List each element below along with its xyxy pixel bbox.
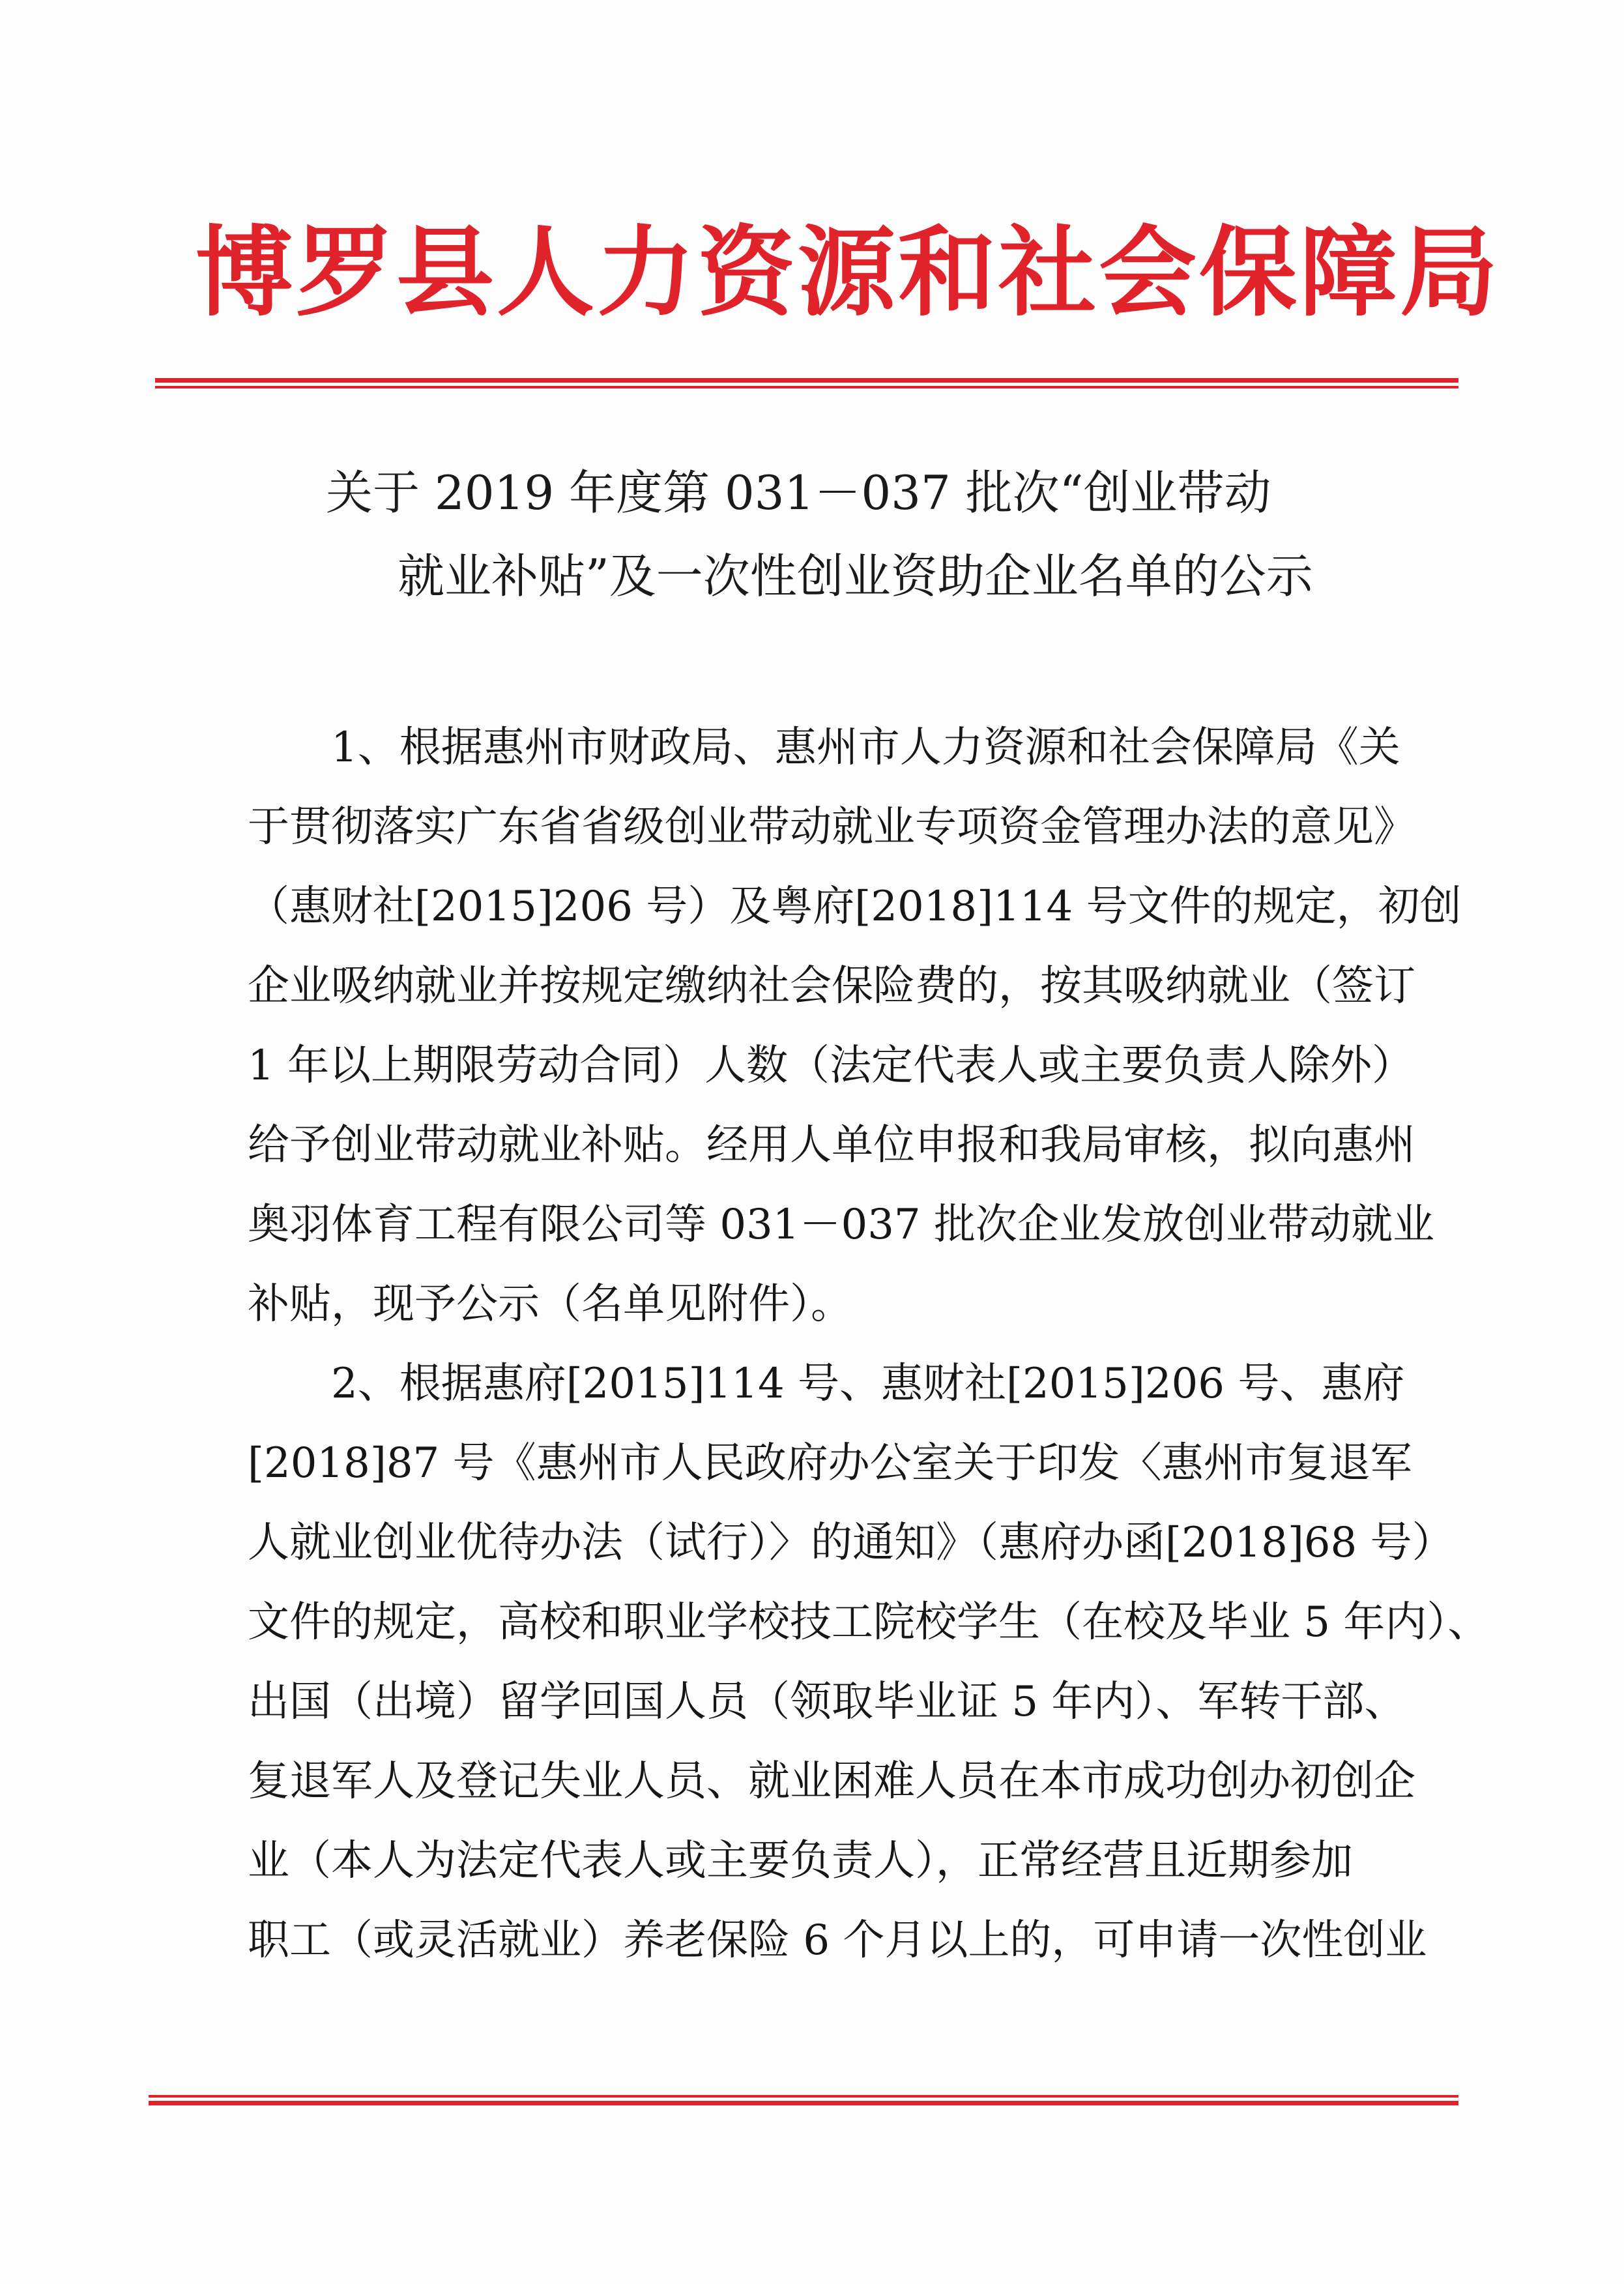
footer-rule-thin [149, 2095, 1458, 2098]
paragraph-line: 2、根据惠府[2015]114 号、惠财社[2015]206 号、惠府 [331, 1360, 1405, 1408]
paragraph-2 [248, 1344, 1490, 1980]
header-rule-thin [155, 386, 1458, 388]
footer-red-rule [149, 2095, 1458, 2107]
paragraph-line: [2018]87 号《惠州市人民政府办公室关于印发〈惠州市复退军 [248, 1439, 1412, 1487]
paragraph-line: 复退军人及登记失业人员、就业困难人员在本市成功创办初创企 [248, 1757, 1415, 1806]
agency-header: 博罗县人力资源和社会保障局 [196, 215, 1501, 330]
paragraph-line: 1 年以上期限劳动合同）人数（法定代表人或主要负责人除外） [248, 1042, 1414, 1090]
document-title [326, 451, 1447, 618]
title-line-1: 关于 2019 年度第 031－037 批次“创业带动 [326, 465, 1271, 520]
paragraph-line: 补贴，现予公示（名单见附件）。 [248, 1280, 852, 1328]
footer-rule-thick [149, 2101, 1458, 2105]
paragraph-1 [248, 708, 1462, 1344]
paragraph-line: （惠财社[2015]206 号）及粤府[2018]114 号文件的规定，初创 [248, 883, 1462, 931]
title-line-2: 就业补贴”及一次性创业资助企业名单的公示 [398, 549, 1313, 604]
paragraph-line: 奥羽体育工程有限公司等 031－037 批次企业发放创业带动就业 [248, 1201, 1434, 1249]
paragraph-line: 业（本人为法定代表人或主要负责人），正常经营且近期参加 [248, 1837, 1353, 1885]
paragraph-line: 出国（出境）留学回国人员（领取毕业证 5 年内）、军转干部、 [248, 1678, 1406, 1726]
header-rule-thick [155, 378, 1458, 383]
paragraph-line: 给予创业带动就业补贴。经用人单位申报和我局审核，拟向惠州 [248, 1121, 1415, 1169]
document-body [248, 708, 1490, 1980]
paragraph-line: 企业吸纳就业并按规定缴纳社会保险费的，按其吸纳就业（签订 [248, 962, 1415, 1010]
paragraph-line: 1、根据惠州市财政局、惠州市人力资源和社会保障局《关 [331, 724, 1400, 772]
paragraph-line: 人就业创业优待办法（试行）〉的通知》（惠府办函[2018]68 号） [248, 1519, 1454, 1567]
header-red-rule [155, 378, 1458, 390]
paragraph-line: 于贯彻落实广东省省级创业带动就业专项资金管理办法的意见》 [248, 803, 1415, 851]
paragraph-line: 职工（或灵活就业）养老保险 6 个月以上的，可申请一次性创业 [248, 1916, 1427, 1965]
paragraph-line: 文件的规定，高校和职业学校技工院校学生（在校及毕业 5 年内）、 [248, 1598, 1490, 1647]
